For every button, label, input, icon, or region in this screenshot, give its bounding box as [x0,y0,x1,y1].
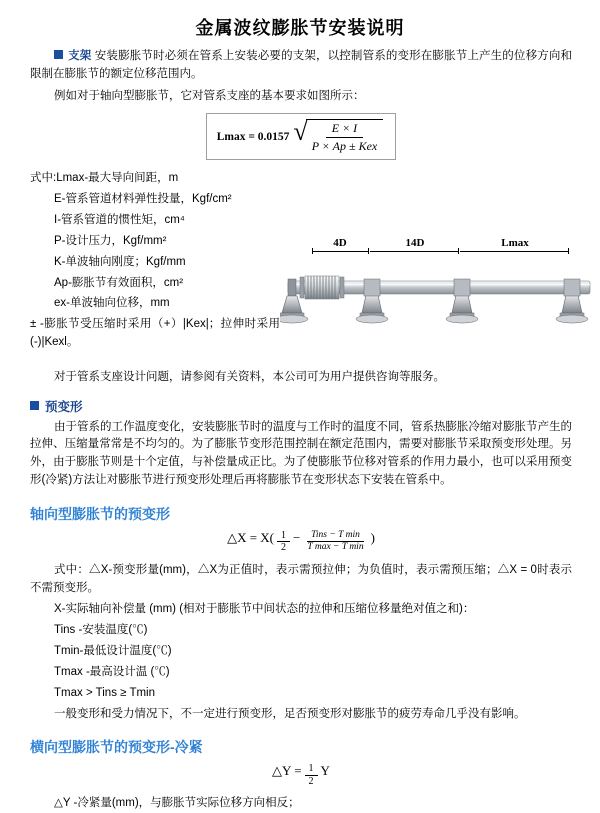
formula-lmax [30,113,572,160]
lateral-formula-rhs: Y [320,763,330,779]
lateral-formula-lhs: △Y = [272,763,302,779]
support-heading-wrap [54,50,91,62]
formula-lmax-box [206,113,397,160]
axial-where-text: 式中：△X-预变形量(mm)，△X为正值时，表示需预拉伸；为负值时，表示需预压缩；△X = 0时表示不需预变形。 [30,563,572,594]
axial-item-4: Tmax > Tins ≥ Tmin [54,686,155,699]
axial-formula [30,530,572,554]
axial-item-3: Tmax -最高设计温 (℃) [54,665,170,678]
axial-note: 一般变形和受力情况下，不一定进行预变形，足否预变形对膨胀节的疲劳寿命几乎没有影响。 [54,707,526,720]
legend-item-5: Ap-膨胀节有效面积，cm² [54,276,184,289]
support-heading: 支架 [68,50,92,62]
legend-item-7: ± -膨胀节受压缩时采用（+）|Kex|；拉伸时采用(-)|Kexl。 [30,318,280,348]
legend-item-1: E-管系管道材料弹性投量，Kgf/cm² [54,193,232,206]
axial-items-list [30,601,572,702]
tick-3 [458,248,459,254]
lateral-formula-fraction [305,763,318,787]
legend-item-0: 式中:Lmax-最大导向间距，m [30,172,179,185]
axial-formula-fraction-temp [303,530,367,554]
axial-item-2: Tmin-最低设计温度(℃) [54,645,172,658]
axial-formula-lhs: △X = X( [227,529,275,545]
axial-item-0: X-实际轴向补偿量 (mm) (相对于膨胀节中间状态的拉伸和压缩位移量绝对值之和)： [54,603,475,616]
support-paragraph-2: 例如对于轴向型膨胀节，它对管系支座的基本要求如图所示： [54,89,365,102]
tick-4 [568,248,569,254]
diagram-dimension-labels [280,237,600,253]
dimension-line-4d [312,251,368,252]
dimension-label-14d: 14D [405,236,425,249]
tick-1 [312,248,313,254]
sqrt-group [293,119,383,154]
predeform-heading-text: 预变形 [45,399,83,414]
axial-formula-minus: − [293,529,301,545]
square-marker-icon [54,50,63,59]
legend-item-2: I-管系管道的惯性矩，cm⁴ [54,214,185,227]
formula-lmax-lhs: Lmax = 0.0157 [216,130,290,143]
page-title: 金属波纹膨胀节安装说明 [195,18,405,38]
axial-frac1-num: 1 [277,530,290,543]
axial-formula-rhs: ) [370,529,375,545]
dimension-label-lmax: Lmax [501,236,529,249]
predeform-section-heading [30,397,572,415]
dimension-line-14d [370,251,458,252]
lateral-frac-den: 2 [308,775,314,787]
axial-frac1-den: 2 [281,542,287,554]
axial-subheading: 轴向型膨胀节的预变形 [30,505,170,522]
lateral-note: △Y -冷紧量(mm)，与膨胀节实际位移方向相反； [54,797,300,810]
axial-frac2-den: T max − T min [307,541,364,552]
axial-item-1: Tins -安装温度(℃) [54,624,148,637]
axial-frac2-num: Tins − T min [307,530,364,542]
predeform-paragraph: 由于管系的工作温度变化，安装膨胀节时的温度与工作时的温度不同，管系热膨胀冷缩对膨胀节产生的拉伸、压缩量常常是不均匀的。为了膨胀节变形范围控制在额定范围内，需要对膨胀节采取预变形处理。另外，由于膨胀节则是十个定值，与补偿量成正比。为了使膨胀节位移对管系的作用力最小，也可以采用预变形(冷紧)方法让对膨胀节进行预变形处理后再将膨胀节在变形状态下安装在管系中。 [30,420,572,486]
document-page [0,14,600,810]
pipe-assembly-illustration [280,255,600,360]
lateral-subheading: 横向型膨胀节的预变形-冷紧 [30,739,203,756]
tick-2 [368,248,369,254]
legend-item-3: P-设计压力，Kgf/mm² [54,234,167,247]
square-marker-icon-2 [30,401,39,410]
legend-item-6: ex-单波轴向位移，mm [54,297,170,310]
pipe-support-diagram [280,237,600,367]
document-content [0,48,600,813]
lateral-frac-num: 1 [305,763,318,776]
legend-item-4: K-单波轴向刚度；Kgf/mm [54,255,186,268]
radical-icon: √ [293,117,308,147]
formula-lmax-numerator: E × I [326,121,363,138]
dimension-label-4d: 4D [333,236,347,249]
legend-list [30,170,280,351]
support-section-first-paragraph [30,48,572,84]
support-note: 对于管系支座设计问题，请参阅有关资料，本公司可为用户提供咨询等服务。 [54,370,445,383]
formula-lmax-denominator: P × Ap ± Kex [311,139,378,154]
support-paragraph-1: 安装膨胀节时必须在管系上安装必要的支架，以控制管系的变形在膨胀节上产生的位移方向和限制在膨胀节的额定位移范围内。 [30,50,573,80]
axial-formula-fraction-half [277,530,290,554]
lateral-formula [30,763,572,787]
formula-lmax-fraction [306,119,384,154]
dimension-line-lmax [460,251,568,252]
